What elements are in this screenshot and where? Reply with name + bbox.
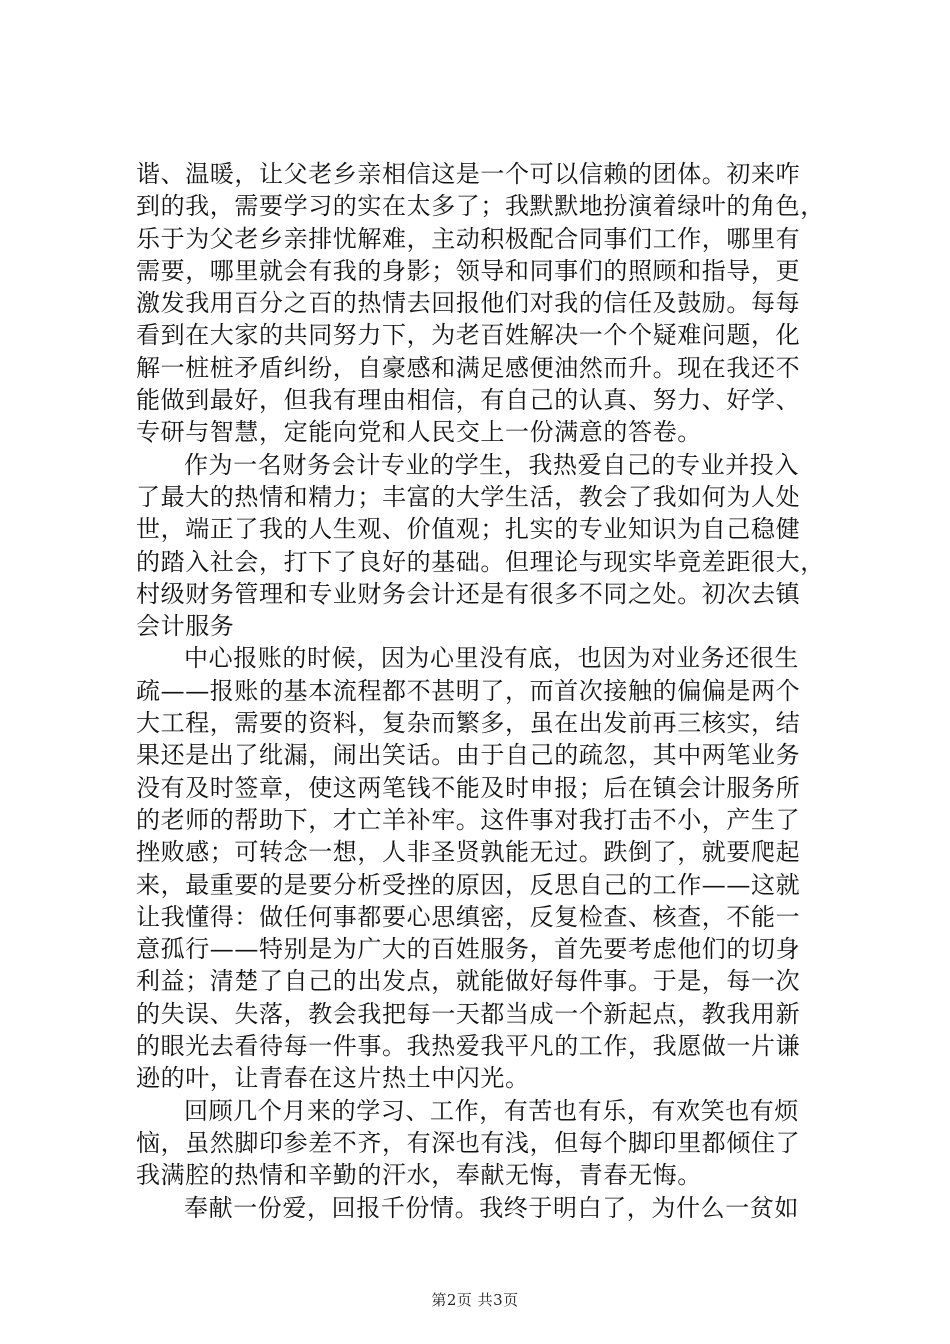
text-line: 激发我用百分之百的热情去回报他们对我的信任及鼓励。每每 (136, 289, 801, 318)
text-line: 中心报账的时候，因为心里没有底，也因为对业务还很生 (184, 644, 799, 673)
page-footer: 第2页 共3页 (431, 1291, 519, 1309)
text-line: 回顾几个月来的学习、工作，有苦也有乐，有欢笑也有烦 (184, 1096, 799, 1125)
text-line: 恼，虽然脚印参差不齐，有深也有浅，但每个脚印里都倾住了 (136, 1128, 801, 1157)
text-line: 意孤行——特别是为广大的百姓服务，首先要考虑他们的切身 (136, 935, 801, 964)
text-line: 奉献一份爱，回报千份情。我终于明白了，为什么一贫如 (184, 1193, 799, 1222)
text-line: 挫败感；可转念一想，人非圣贤孰能无过。跌倒了，就要爬起 (136, 838, 801, 867)
text-line: 解一桩桩矛盾纠纷，自豪感和满足感便油然而升。现在我还不 (136, 353, 801, 382)
text-line: 果还是出了纰漏，闹出笑话。由于自己的疏忽，其中两笔业务 (136, 741, 801, 770)
text-line: 能做到最好，但我有理由相信，有自己的认真、努力、好学、 (136, 386, 801, 415)
text-line: 谐、温暖，让父老乡亲相信这是一个可以信赖的团体。初来咋 (136, 160, 801, 188)
text-line: 大工程，需要的资料，复杂而繁多，虽在出发前再三核实，结 (136, 709, 801, 738)
text-line: 我满腔的热情和辛勤的汗水，奉献无悔，青春无悔。 (136, 1161, 702, 1190)
text-line: 专研与智慧，定能向党和人民交上一份满意的答卷。 (136, 418, 702, 447)
text-line: 看到在大家的共同努力下，为老百姓解决一个个疑难问题，化 (136, 321, 801, 350)
text-line: 的老师的帮助下，才亡羊补牢。这件事对我打击不小，产生了 (136, 805, 801, 834)
text-line: 的眼光去看待每一件事。我热爱我平凡的工作，我愿做一片谦 (136, 1032, 801, 1061)
text-line: 疏——报账的基本流程都不甚明了，而首次接触的偏偏是两个 (136, 676, 801, 705)
text-line: 让我懂得：做任何事都要心思缜密，反复检查、核查，不能一 (136, 902, 801, 931)
text-line: 了最大的热情和精力；丰富的大学生活，教会了我如何为人处 (136, 482, 801, 511)
text-line: 来，最重要的是要分析受挫的原因，反思自己的工作——这就 (136, 870, 801, 899)
body-text (136, 158, 826, 1224)
text-line: 的失误、失落，教会我把每一天都当成一个新起点，教我用新 (136, 999, 801, 1028)
text-line: 作为一名财务会计专业的学生，我热爱自己的专业并投入 (184, 450, 799, 479)
text-line: 逊的叶，让青春在这片热土中闪光。 (136, 1064, 530, 1093)
text-line: 到的我，需要学习的实在太多了；我默默地扮演着绿叶的角色， (136, 192, 825, 221)
text-line: 村级财务管理和专业财务会计还是有很多不同之处。初次去镇 (136, 579, 801, 608)
text-line: 会计服务 (136, 612, 235, 641)
text-line: 世，端正了我的人生观、价值观；扎实的专业知识为自己稳健 (136, 515, 801, 544)
text-line: 没有及时签章，使这两笔钱不能及时申报；后在镇会计服务所 (136, 773, 801, 802)
text-line: 需要，哪里就会有我的身影；领导和同事们的照顾和指导，更 (136, 256, 801, 285)
text-line: 利益；清楚了自己的出发点，就能做好每件事。于是，每一次 (136, 967, 801, 996)
text-line: 乐于为父老乡亲排忧解难，主动积极配合同事们工作，哪里有 (136, 224, 801, 253)
text-line: 的踏入社会，打下了良好的基础。但理论与现实毕竟差距很大， (136, 547, 825, 576)
